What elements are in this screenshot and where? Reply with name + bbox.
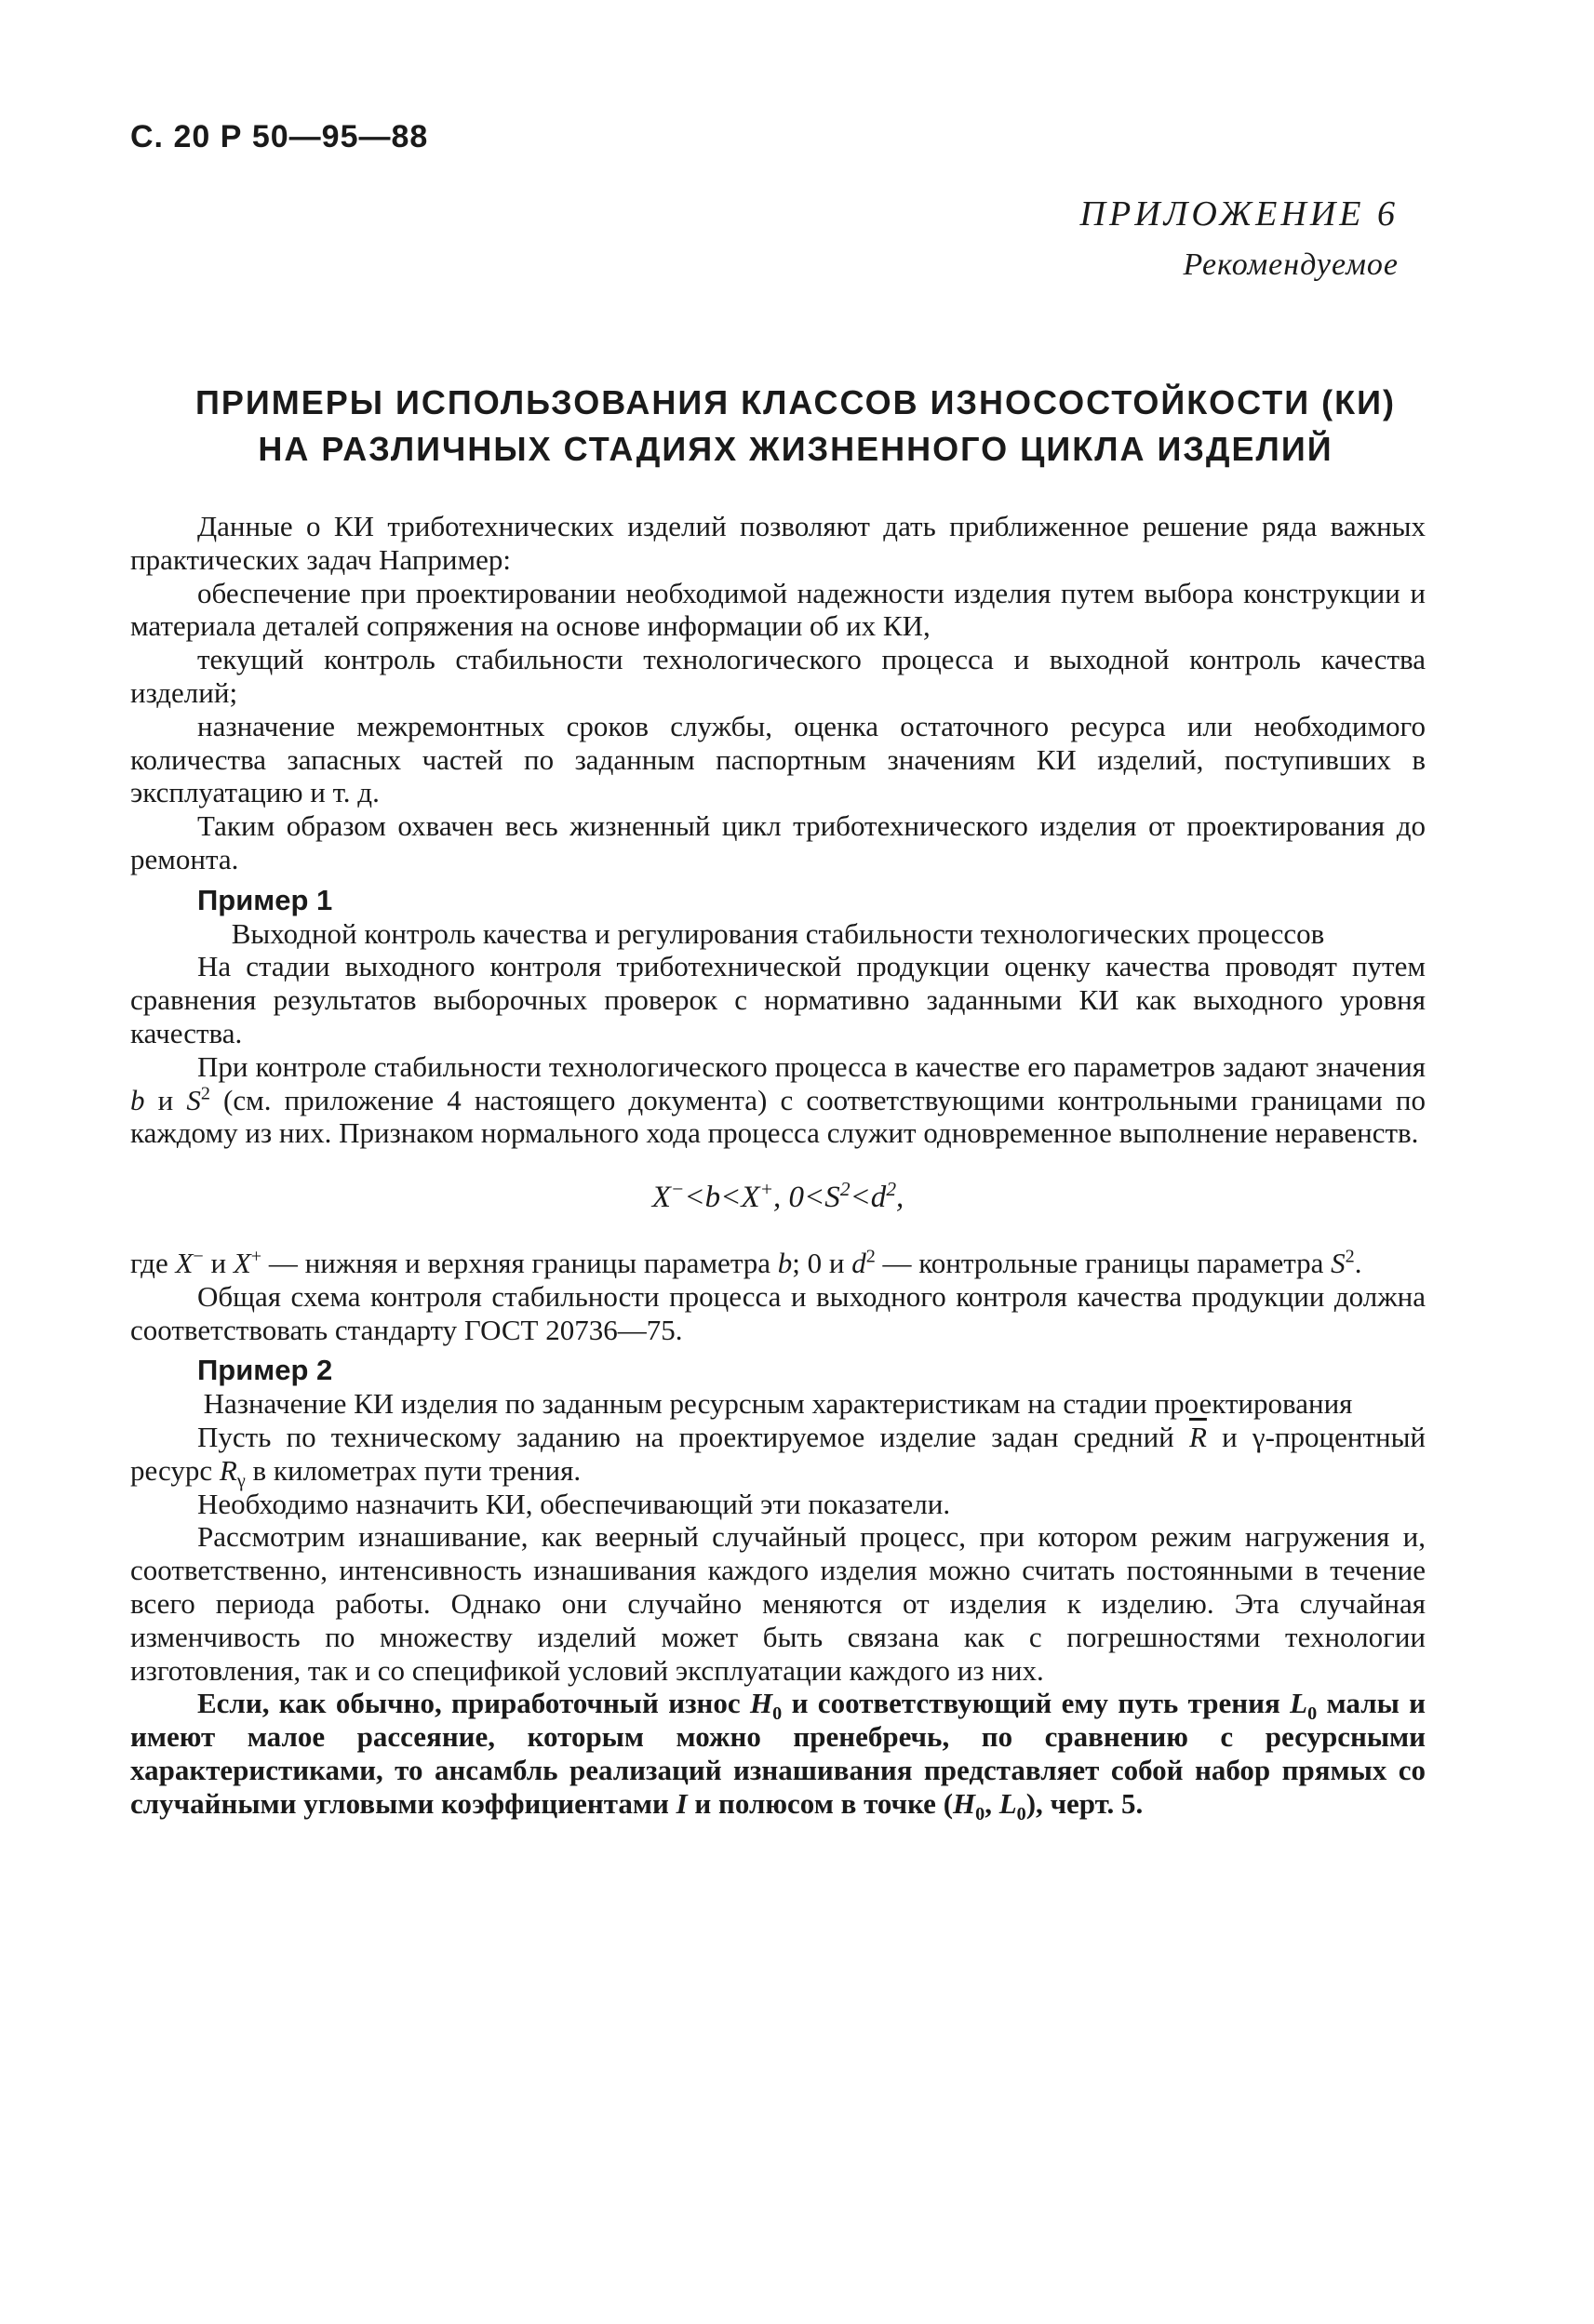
example-1-subtitle: Выходной контроль качества и регулирования стабильности технологических процессов: [231, 916, 1325, 950]
example-2-paragraph: Рассмотрим изнашивание, как веерный случайный процесс, при котором режим нагружения и, соответственно, интенсивность изнашивания каждого изделия можно считать постоянными в течение всего периода работы. Однако они случайно меняются от изделия к изделию. Эта случайная изменчивость по множеству изделий может быть связана как с погрешностями технологии изготовления, так и со спецификой условий эксплуатации каждого из них.: [130, 1520, 1426, 1687]
example-2-paragraph: Пусть по техническому заданию на проектируемое изделие задан средний $\overline{R}$ и γ-процентный ресурс $R_\gamma$ в километрах пути трения.: [130, 1420, 1427, 1491]
example-2-paragraph: Необходимо назначить КИ, обеспечивающий эти показатели.: [197, 1487, 951, 1520]
document-title: [130, 380, 1461, 473]
annex-number: ПРИЛОЖЕНИЕ 6: [1079, 194, 1399, 234]
example-1-paragraph: где X− и X+ — нижняя и верхняя границы параметра b; 0 и $d^2$ — контрольные границы параметра $S^2$.: [130, 1246, 1362, 1279]
example-1-paragraph: Общая схема контроля стабильности процесса и выходного контроля качества продукции должна соответствовать стандарту ГОСТ 20736—75.: [130, 1279, 1426, 1346]
intro-paragraph: Данные о КИ триботехнических изделий позволяют дать приближенное решение ряда важных практических задач Например:: [130, 510, 1426, 576]
title-line-1: ПРИМЕРЫ ИСПОЛЬЗОВАНИЯ КЛАССОВ ИЗНОСОСТОЙКОСТИ (КИ): [195, 383, 1396, 421]
intro-paragraph: назначение межремонтных сроков службы, оценка остаточного ресурса или необходимого количества запасных частей по заданным паспортным значениям КИ изделий, поступивших в эксплуатацию и т. д.: [130, 709, 1426, 809]
intro-paragraph: обеспечение при проектировании необходимой надежности изделия путем выбора конструкции и материала деталей сопряжения на основе информации об их КИ,: [130, 576, 1426, 643]
example-2-heading: Пример 2: [197, 1354, 333, 1387]
intro-paragraph: текущий контроль стабильности технологического процесса и выходной контроль качества изделий;: [130, 643, 1426, 709]
title-line-2: НА РАЗЛИЧНЫХ СТАДИЯХ ЖИЗНЕННОГО ЦИКЛА ИЗДЕЛИЙ: [258, 430, 1333, 468]
inequality-formula: X−<b<X+, $0<S^2<d^2$,: [651, 1178, 904, 1215]
intro-paragraph: Таким образом охвачен весь жизненный цикл триботехнического изделия от проектирования до ремонта.: [130, 809, 1426, 875]
example-2-paragraph: Если, как обычно, приработочный износ $H_0$ и соответствующий ему путь трения $L_0$ малы и имеют малое рассеяние, которым можно пренебречь, по сравнению с ресурсными характеристиками, то ансамбль реализаций изнашивания представляет собой набор прямых со случайными угловыми коэффициентами I и полюсом в точке ($H_0$, $L_0$), черт. 5.: [130, 1687, 1427, 1824]
example-1-heading: Пример 1: [197, 883, 333, 916]
example-1-paragraph: На стадии выходного контроля триботехнической продукции оценку качества проводят путем сравнения результатов выборочных проверок с нормативно заданными КИ как выходного уровня качества.: [130, 950, 1426, 1049]
document-body: [130, 510, 1427, 1824]
example-2-subtitle: Назначение КИ изделия по заданным ресурсным характеристикам на стадии проектирования: [203, 1387, 1353, 1421]
page-header: С. 20 Р 50—95—88: [130, 119, 429, 154]
annex-label: [1080, 194, 1399, 283]
example-1-paragraph: При контроле стабильности технологического процесса в качестве его параметров задают значения b и $S^2$ (см. приложение 4 настоящего документа) с соответствующими контрольными границами по каждому из них. Признаком нормального хода процесса служит одновременное выполнение неравенств.: [130, 1049, 1427, 1150]
annex-status: Рекомендуемое: [1183, 247, 1399, 282]
